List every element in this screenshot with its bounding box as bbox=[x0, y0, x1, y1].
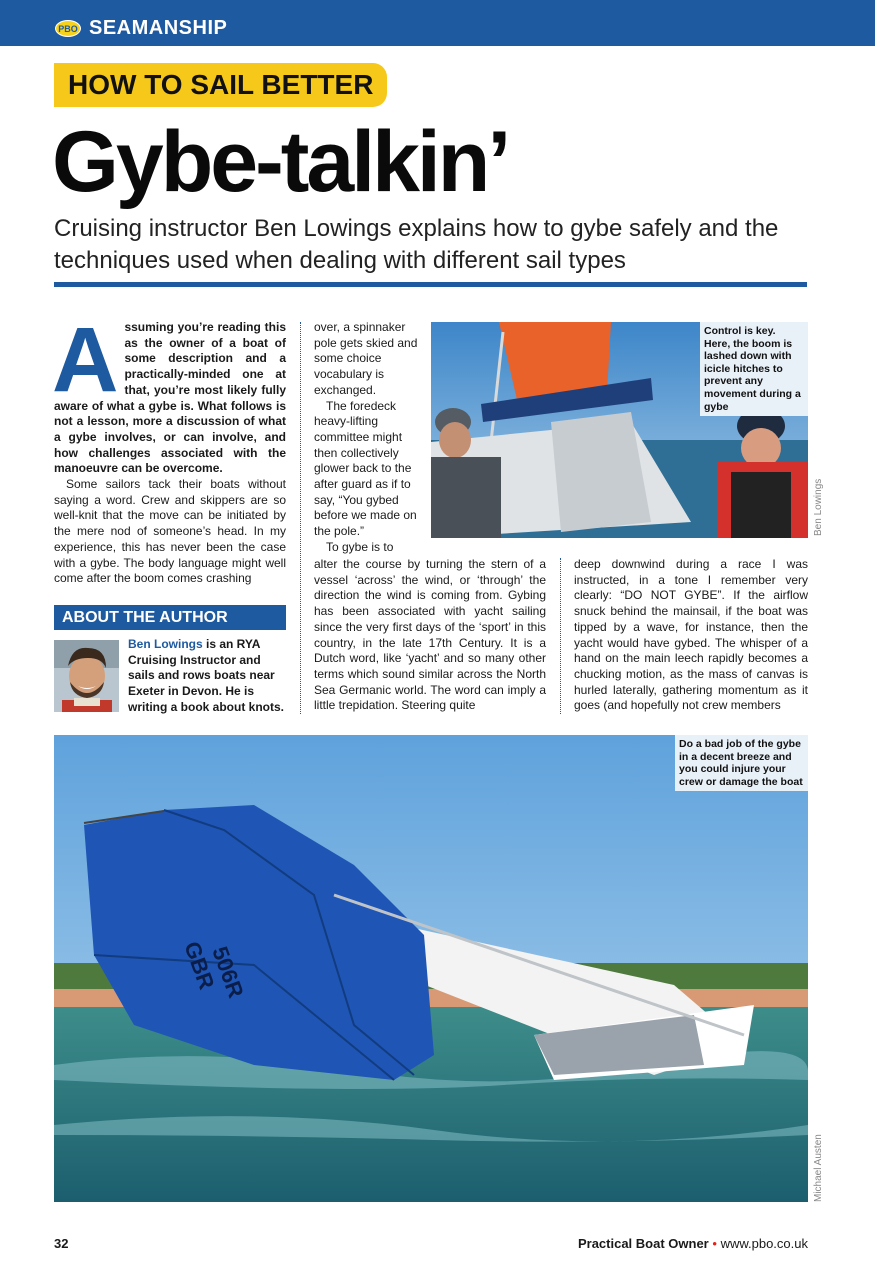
footer-credit bbox=[578, 1236, 808, 1251]
body-paragraph: over, a spinnaker pole gets skied and some choice vocabulary is exchanged. bbox=[314, 320, 418, 397]
magazine-name: Practical Boat Owner bbox=[577, 1236, 709, 1251]
author-name: Ben Lowings bbox=[128, 637, 203, 651]
body-paragraph: The foredeck heavy-lifting committee might then collectively glower back to the after guard as if to say, “You gybed before we made on the pole.” bbox=[314, 398, 417, 539]
headline-rule bbox=[54, 282, 807, 287]
about-author-heading: ABOUT THE AUTHOR bbox=[54, 605, 286, 630]
author-bio bbox=[128, 637, 288, 716]
article-standfirst: Cruising instructor Ben Lowings explains how to gybe safely and the techniques used when dealing with different sail types bbox=[54, 215, 779, 274]
kicker-label: HOW TO SAIL BETTER bbox=[54, 63, 387, 107]
sail-number-text: GBR bbox=[179, 938, 220, 993]
column-divider bbox=[300, 322, 301, 714]
body-paragraph: To gybe is to bbox=[326, 539, 394, 554]
pbo-logo: PBO bbox=[55, 20, 81, 37]
photo-caption: Control is key. Here, the boom is lashed down with icicle hitches to prevent any movement during a gybe bbox=[700, 322, 808, 416]
magazine-url: www.pbo.co.uk bbox=[720, 1236, 808, 1251]
body-column-2 bbox=[314, 320, 420, 556]
body-column-3 bbox=[574, 557, 808, 714]
body-paragraph: alter the course by turning the stern of a vessel ‘across’ the wind, or ‘through’ the direction the wind is coming from. Gybing has been associated with yacht sailing since the very first days of the ‘sport’ in this country, in the late 17th Century. It is a Dutch word, like ‘yacht’ and so many other terms which sound similar across the North Sea Germanic world. The word can imply a little trepidation. Steering quite bbox=[314, 557, 546, 713]
article-headline: Gybe-talkin’ bbox=[52, 114, 509, 210]
body-column-1 bbox=[52, 309, 286, 587]
photo-credit: Michael Austen bbox=[813, 1134, 824, 1202]
photo-credit: Ben Lowings bbox=[813, 478, 824, 536]
body-paragraph: deep downwind during a race I was instructed, in a tone I remember very clearly: “DO NOT GYBE”. If the airflow snuck behind the mainsail, if the boat was tipped by a wave, for instance, then the yacht would have gybed. The whisper of a hand on the main leech rapidly becomes a chucking motion, as the mass of canvas is hurled laterally, gathering momentum as it goes (and hopefully not crew members bbox=[574, 557, 808, 713]
author-bio-text: is an RYA Cruising Instructor and sails and rows boats near Exeter in Devon. He is writing a book about knots. bbox=[128, 637, 284, 714]
page-number: 32 bbox=[54, 1236, 69, 1251]
column-divider bbox=[560, 558, 561, 714]
spinnaker-broach-photo bbox=[54, 735, 808, 1202]
footer-separator: • bbox=[712, 1236, 717, 1251]
sail-number-text: 506R bbox=[207, 943, 249, 1002]
intro-paragraph: ssuming you’re reading this as the owner of a boat of some description and a practically-minded one at that, you’re most likely fully aware of what a gybe is. What follows is not a lesson, more a discussion of what a gybe involves, or can involve, and how challenges associated with the manoeuvre can be overcome. bbox=[54, 320, 286, 476]
body-paragraph: Some sailors tack their boats without saying a word. Crew and skippers are so well-knit that the move can be initiated by the mere nod of someone’s head. In my experience, this has never been the case with a gybe. The body language might well come after the boom comes crashing bbox=[54, 477, 286, 586]
body-column-2-lower bbox=[314, 557, 546, 714]
drop-cap: A bbox=[52, 309, 119, 411]
author-photo bbox=[54, 640, 119, 712]
sailing-crew-photo bbox=[431, 322, 808, 538]
photo-caption: Do a bad job of the gybe in a decent breeze and you could injure your crew or damage the boat bbox=[675, 735, 808, 791]
section-title: SEAMANSHIP bbox=[89, 17, 228, 39]
